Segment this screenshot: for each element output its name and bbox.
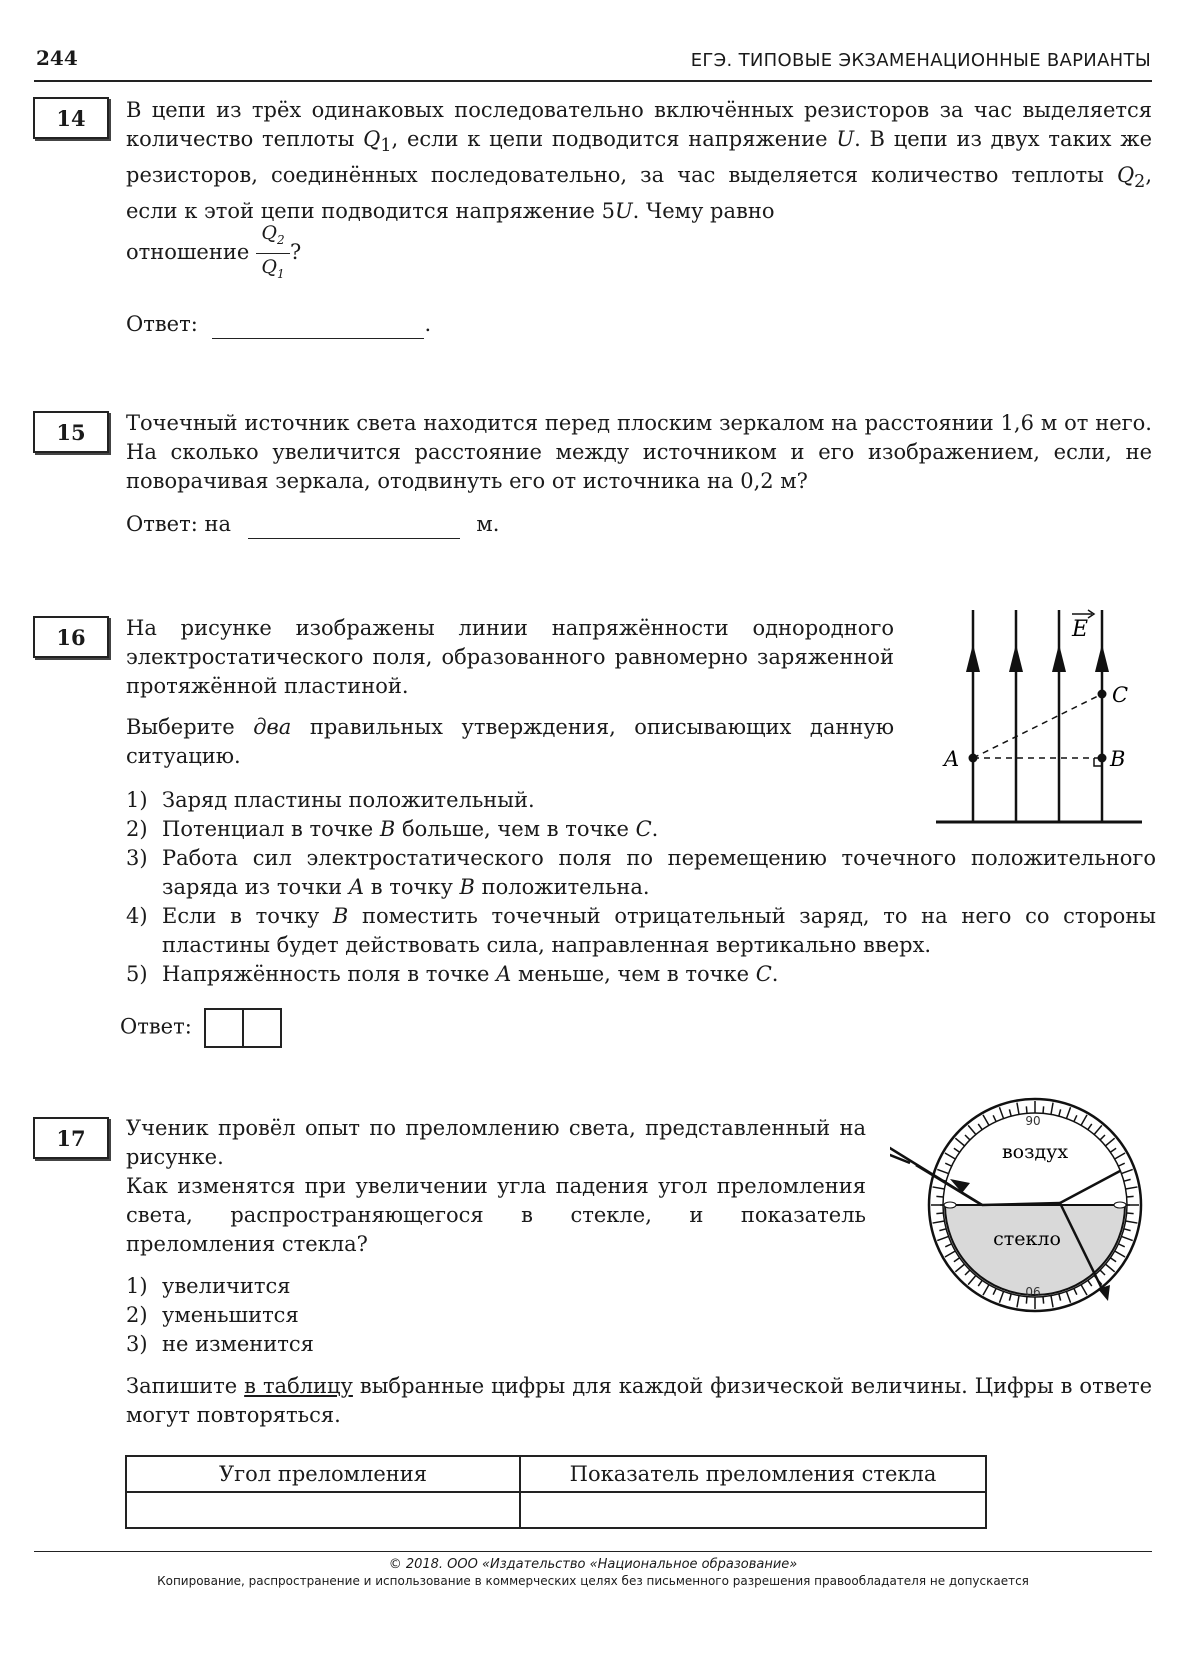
dashed-ac (973, 694, 1102, 758)
option-5: 5) Напряжённость поля в точке A меньше, чем в точке C. (126, 962, 779, 986)
task-16-answer: Ответ: (120, 1008, 282, 1048)
table-header-angle: Угол преломления (126, 1456, 520, 1492)
task-14-ratio: отношение $\frac{Q_2}{Q_1}$ ? (126, 222, 301, 285)
task-14-number: 14 (33, 97, 109, 139)
page-number: 244 (36, 46, 78, 70)
task-16-number: 16 (33, 616, 109, 658)
field-label-e: E (1072, 617, 1089, 642)
task-17-options (126, 1272, 314, 1359)
field-lines-figure (930, 600, 1150, 830)
task-17-answer-table (125, 1455, 987, 1529)
task-14-text: В цепи из трёх одинаковых последовательно включённых резисторов за час выделяется количество теплоты $Q_1$, если к цепи подводится напряжение U. В цепи из двух таких же резисторов, соединённых последовательно, за час выделяется количество теплоты $Q_2$, если к этой цепи подводится напряжение 5U. Чему равно (126, 98, 1153, 224)
dial-tick (1043, 1297, 1044, 1304)
option-4: 4) Если в точку B поместить точечный отрицательный заряд, то на него со стороны пластины будет действовать сила, направленная вертикально вверх. (126, 904, 1156, 957)
refraction-figure (890, 1095, 1150, 1315)
task-15-text: Точечный источник света находится перед плоским зеркалом на расстоянии 1,6 м от него. На сколько увеличится расстояние между источником и его изображением, если, не поворачивая зеркала, отодвинуть его от источника на 0,2 м? (126, 411, 1152, 493)
option-2: 2) Потенциал в точке B больше, чем в точке C. (126, 817, 659, 841)
point-a (969, 754, 978, 763)
dial-tick (936, 1213, 943, 1214)
option-3: 3) Работа сил электростатического поля по перемещению точечного положительного заряда из точки A в точку B положительна. (126, 846, 1156, 899)
footer-divider (34, 1551, 1152, 1552)
task-17-instruction: Запишите в таблицу выбранные цифры для каждой физической величины. Цифры в ответе могут повторяться. (126, 1374, 1152, 1427)
option-2: 2) уменьшится (126, 1303, 299, 1327)
answer-field[interactable] (248, 538, 460, 539)
label-glass: стекло (993, 1228, 1061, 1250)
label-c: C (1112, 683, 1129, 707)
table-header-index: Показатель преломления стекла (520, 1456, 986, 1492)
label-b: B (1110, 747, 1126, 771)
dial-tick (1127, 1213, 1134, 1214)
field-arrows (966, 644, 1109, 672)
point-b (1098, 754, 1107, 763)
label-air: воздух (1001, 1141, 1069, 1163)
header-divider (34, 80, 1152, 82)
answer-cell-1[interactable] (204, 1008, 244, 1048)
task-14-answer: Ответ: . (126, 310, 431, 339)
task-17-number: 17 (33, 1117, 109, 1159)
option-3: 3) не изменится (126, 1332, 314, 1356)
option-1: 1) увеличится (126, 1274, 291, 1298)
dial-tick (1043, 1106, 1044, 1113)
dial-tick (936, 1196, 943, 1197)
point-c (1098, 690, 1107, 699)
task-15-answer: Ответ: на м. (126, 510, 499, 539)
task-17-intro: Ученик провёл опыт по преломлению света, представленный на рисунке. (126, 1116, 866, 1169)
footer-copyright: © 2018. ООО «Издательство «Национальное образование» (388, 1557, 798, 1572)
ratio-fraction: $\frac{Q_2}{Q_1}$ (256, 222, 290, 285)
dial-tick (1026, 1106, 1027, 1113)
label-a: A (944, 747, 960, 771)
task-16-text: На рисунке изображены линии напряжённости однородного электростатического поля, образованного равномерно заряженной протяжённой пластиной. (126, 616, 894, 698)
page-header-title: ЕГЭ. ТИПОВЫЕ ЭКЗАМЕНАЦИОННЫЕ ВАРИАНТЫ (690, 50, 1151, 71)
task-17-question: Как изменятся при увеличении угла падения угол преломления света, распространяющегося в стекле, и показатель преломления стекла? (126, 1174, 866, 1256)
answer-cell-index[interactable] (520, 1492, 986, 1528)
option-1: 1) Заряд пластины положительный. (126, 788, 535, 812)
answer-cell-angle[interactable] (126, 1492, 520, 1528)
task-15-number: 15 (33, 411, 109, 453)
tick-label-top: 90 (1025, 1114, 1041, 1128)
dial-tick (1127, 1196, 1134, 1197)
task-16-instruction: Выберите два правильных утверждения, описывающих данную ситуацию. (126, 715, 894, 768)
tick-label-bottom: 90 (1025, 1284, 1041, 1298)
answer-cell-2[interactable] (242, 1008, 282, 1048)
footer-notice: Копирование, распространение и использование в коммерческих целях без письменного разрешения правообладателя не допускается (157, 1574, 1029, 1588)
answer-field[interactable] (212, 338, 424, 339)
